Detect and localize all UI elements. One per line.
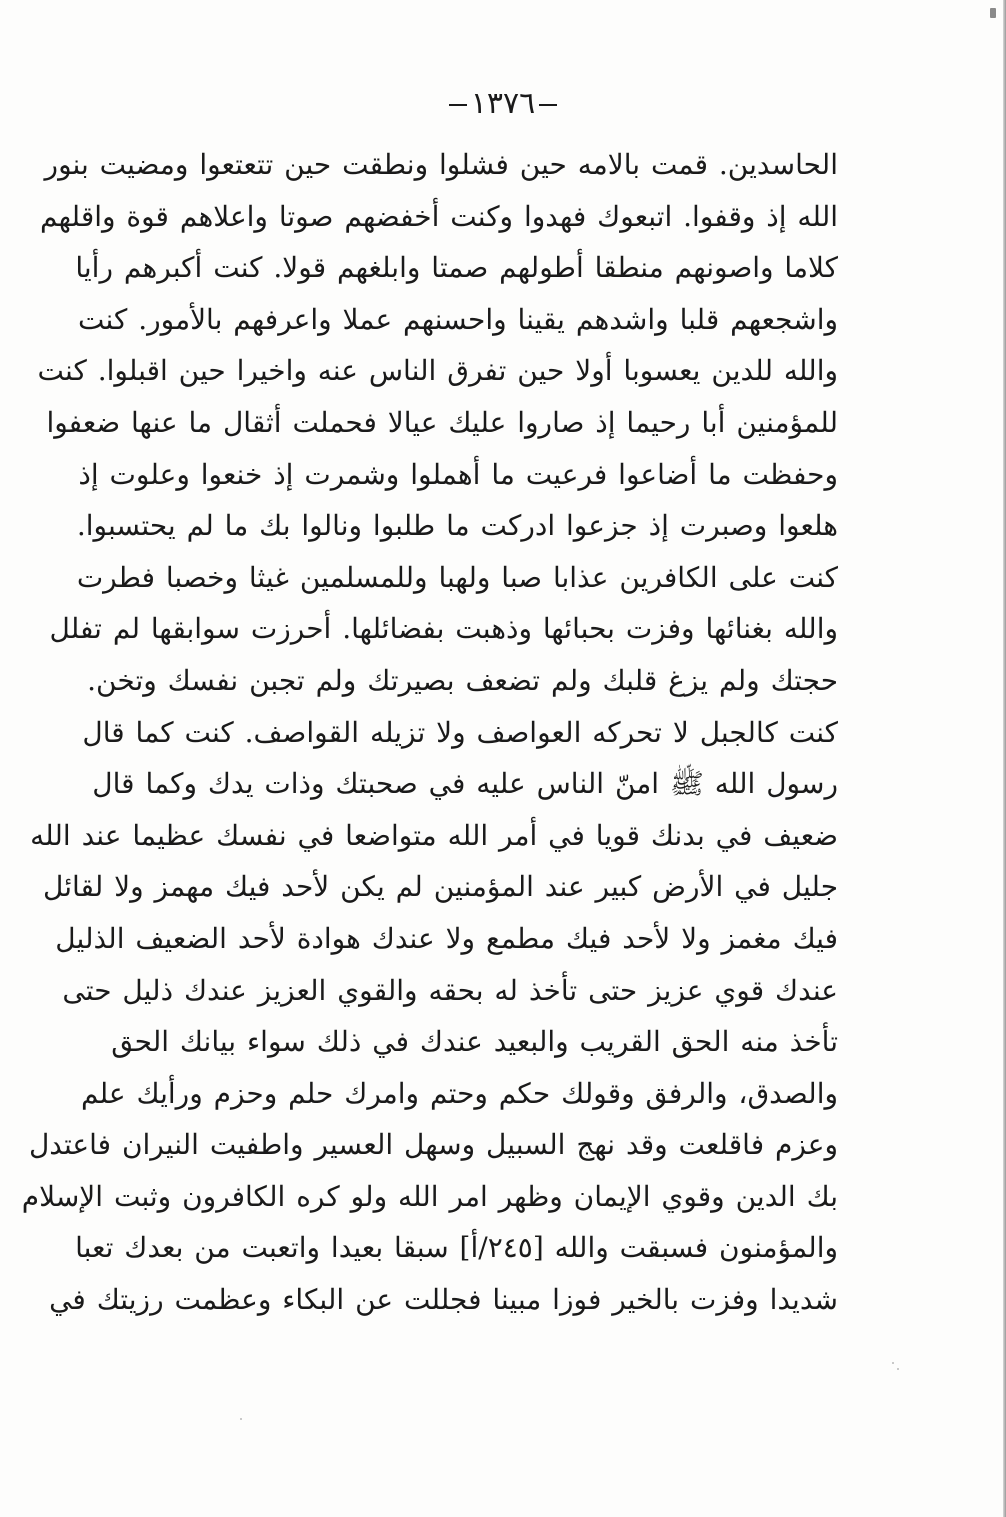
- text-line-6: للمؤمنين أبا رحيما إذ صاروا عليك عيالا فحملت أثقال ما عنها ضعفوا: [46, 405, 838, 439]
- scan-speck: [240, 1418, 242, 1420]
- text-line-9: كنت على الكافرين عذابا صبا ولهبا وللمسلمين غيثا وخصبا فطرت: [76, 560, 838, 594]
- text-line-16: فيك مغمز ولا لأحد فيك مطمع ولا عندك هوادة لأحد الضعيف الذليل: [55, 921, 838, 955]
- text-line-22: والمؤمنون فسبقت والله [٢٤٥/أ] سبقا بعيدا واتعبت من بعدك تعبا: [75, 1231, 838, 1265]
- text-line-12: كنت كالجبل لا تحركه العواصف ولا تزيله القواصف. كنت كما قال: [82, 715, 838, 749]
- text-line-1: الحاسدين. قمت بالامه حين فشلوا ونطقت حين تتعتعوا ومضيت بنور: [44, 148, 838, 181]
- text-line-21: بك الدين وقوي الإيمان وظهر امر الله ولو كره الكافرون وثبت الإسلام: [21, 1179, 838, 1213]
- text-line-10: والله بغنائها وفزت بحبائها وذهبت بفضائلها. أحرزت سوابقها لم تفلل: [49, 612, 838, 646]
- text-line-13: رسول الله ﷺ امنّ الناس عليه في صحبتك وذات يدك وكما قال: [92, 767, 838, 801]
- text-line-19: والصدق، والرفق وقولك حكم وحتم وامرك حلم وحزم ورأيك علم: [81, 1076, 838, 1110]
- text-line-3: كلاما واصونهم منطقا أطولهم صمتا وابلغهم قولا. كنت أكبرهم رأيا: [75, 251, 838, 285]
- page-number-dash-right: [539, 104, 557, 106]
- scan-mark-icon: [990, 8, 996, 18]
- text-line-5: والله للدين يعسوبا أولا حين تفرق الناس عنه واخيرا حين اقبلوا. كنت: [37, 354, 838, 388]
- text-line-23: شديدا وفزت بالخير فوزا مبينا فجللت عن البكاء وعظمت رزيتك في: [49, 1283, 838, 1317]
- text-line-15: جليل في الأرض كبير عند المؤمنين لم يكن لأحد فيك مهمز ولا لقائل: [43, 870, 838, 904]
- text-line-18: تأخذ منه الحق القريب والبعيد عندك في ذلك سواء بيانك الحق: [111, 1025, 838, 1059]
- text-line-8: هلعوا وصبرت إذ جزعوا ادركت ما طلبوا ونالوا بك ما لم يحتسبوا.: [76, 509, 838, 543]
- page-number: [0, 86, 1006, 121]
- text-line-14: ضعيف في بدنك قويا في أمر الله متواضعا في نفسك عظيما عند الله: [30, 818, 838, 852]
- text-line-17: عندك قوي عزيز حتى تأخذ له بحقه والقوي العزيز عندك ذليل حتى: [62, 973, 838, 1007]
- scan-speck: [897, 1368, 899, 1370]
- page-number-dash-left: [449, 104, 467, 106]
- text-line-4: واشجعهم قلبا واشدهم يقينا واحسنهم عملا واعرفهم بالأمور. كنت: [78, 302, 838, 336]
- text-line-2: الله إذ وقفوا. اتبعوك فهدوا وكنت أخفضهم صوتا واعلاهم قوة واقلهم: [40, 199, 838, 233]
- body-text: [21, 139, 838, 1326]
- text-line-11: حجتك ولم يزغ قلبك ولم تضعف بصيرتك ولم تجبن نفسك وتخن.: [87, 663, 838, 697]
- scan-speck: [892, 1362, 894, 1364]
- page-number-text: ١٣٧٦: [470, 86, 536, 121]
- text-line-20: وعزم فاقلعت وقد نهج السبيل وسهل العسير واطفيت النيران فاعتدل: [28, 1128, 838, 1162]
- text-line-7: وحفظت ما أضاعوا فرعيت ما أهملوا وشمرت إذ خنعوا وعلوت إذ: [78, 457, 838, 491]
